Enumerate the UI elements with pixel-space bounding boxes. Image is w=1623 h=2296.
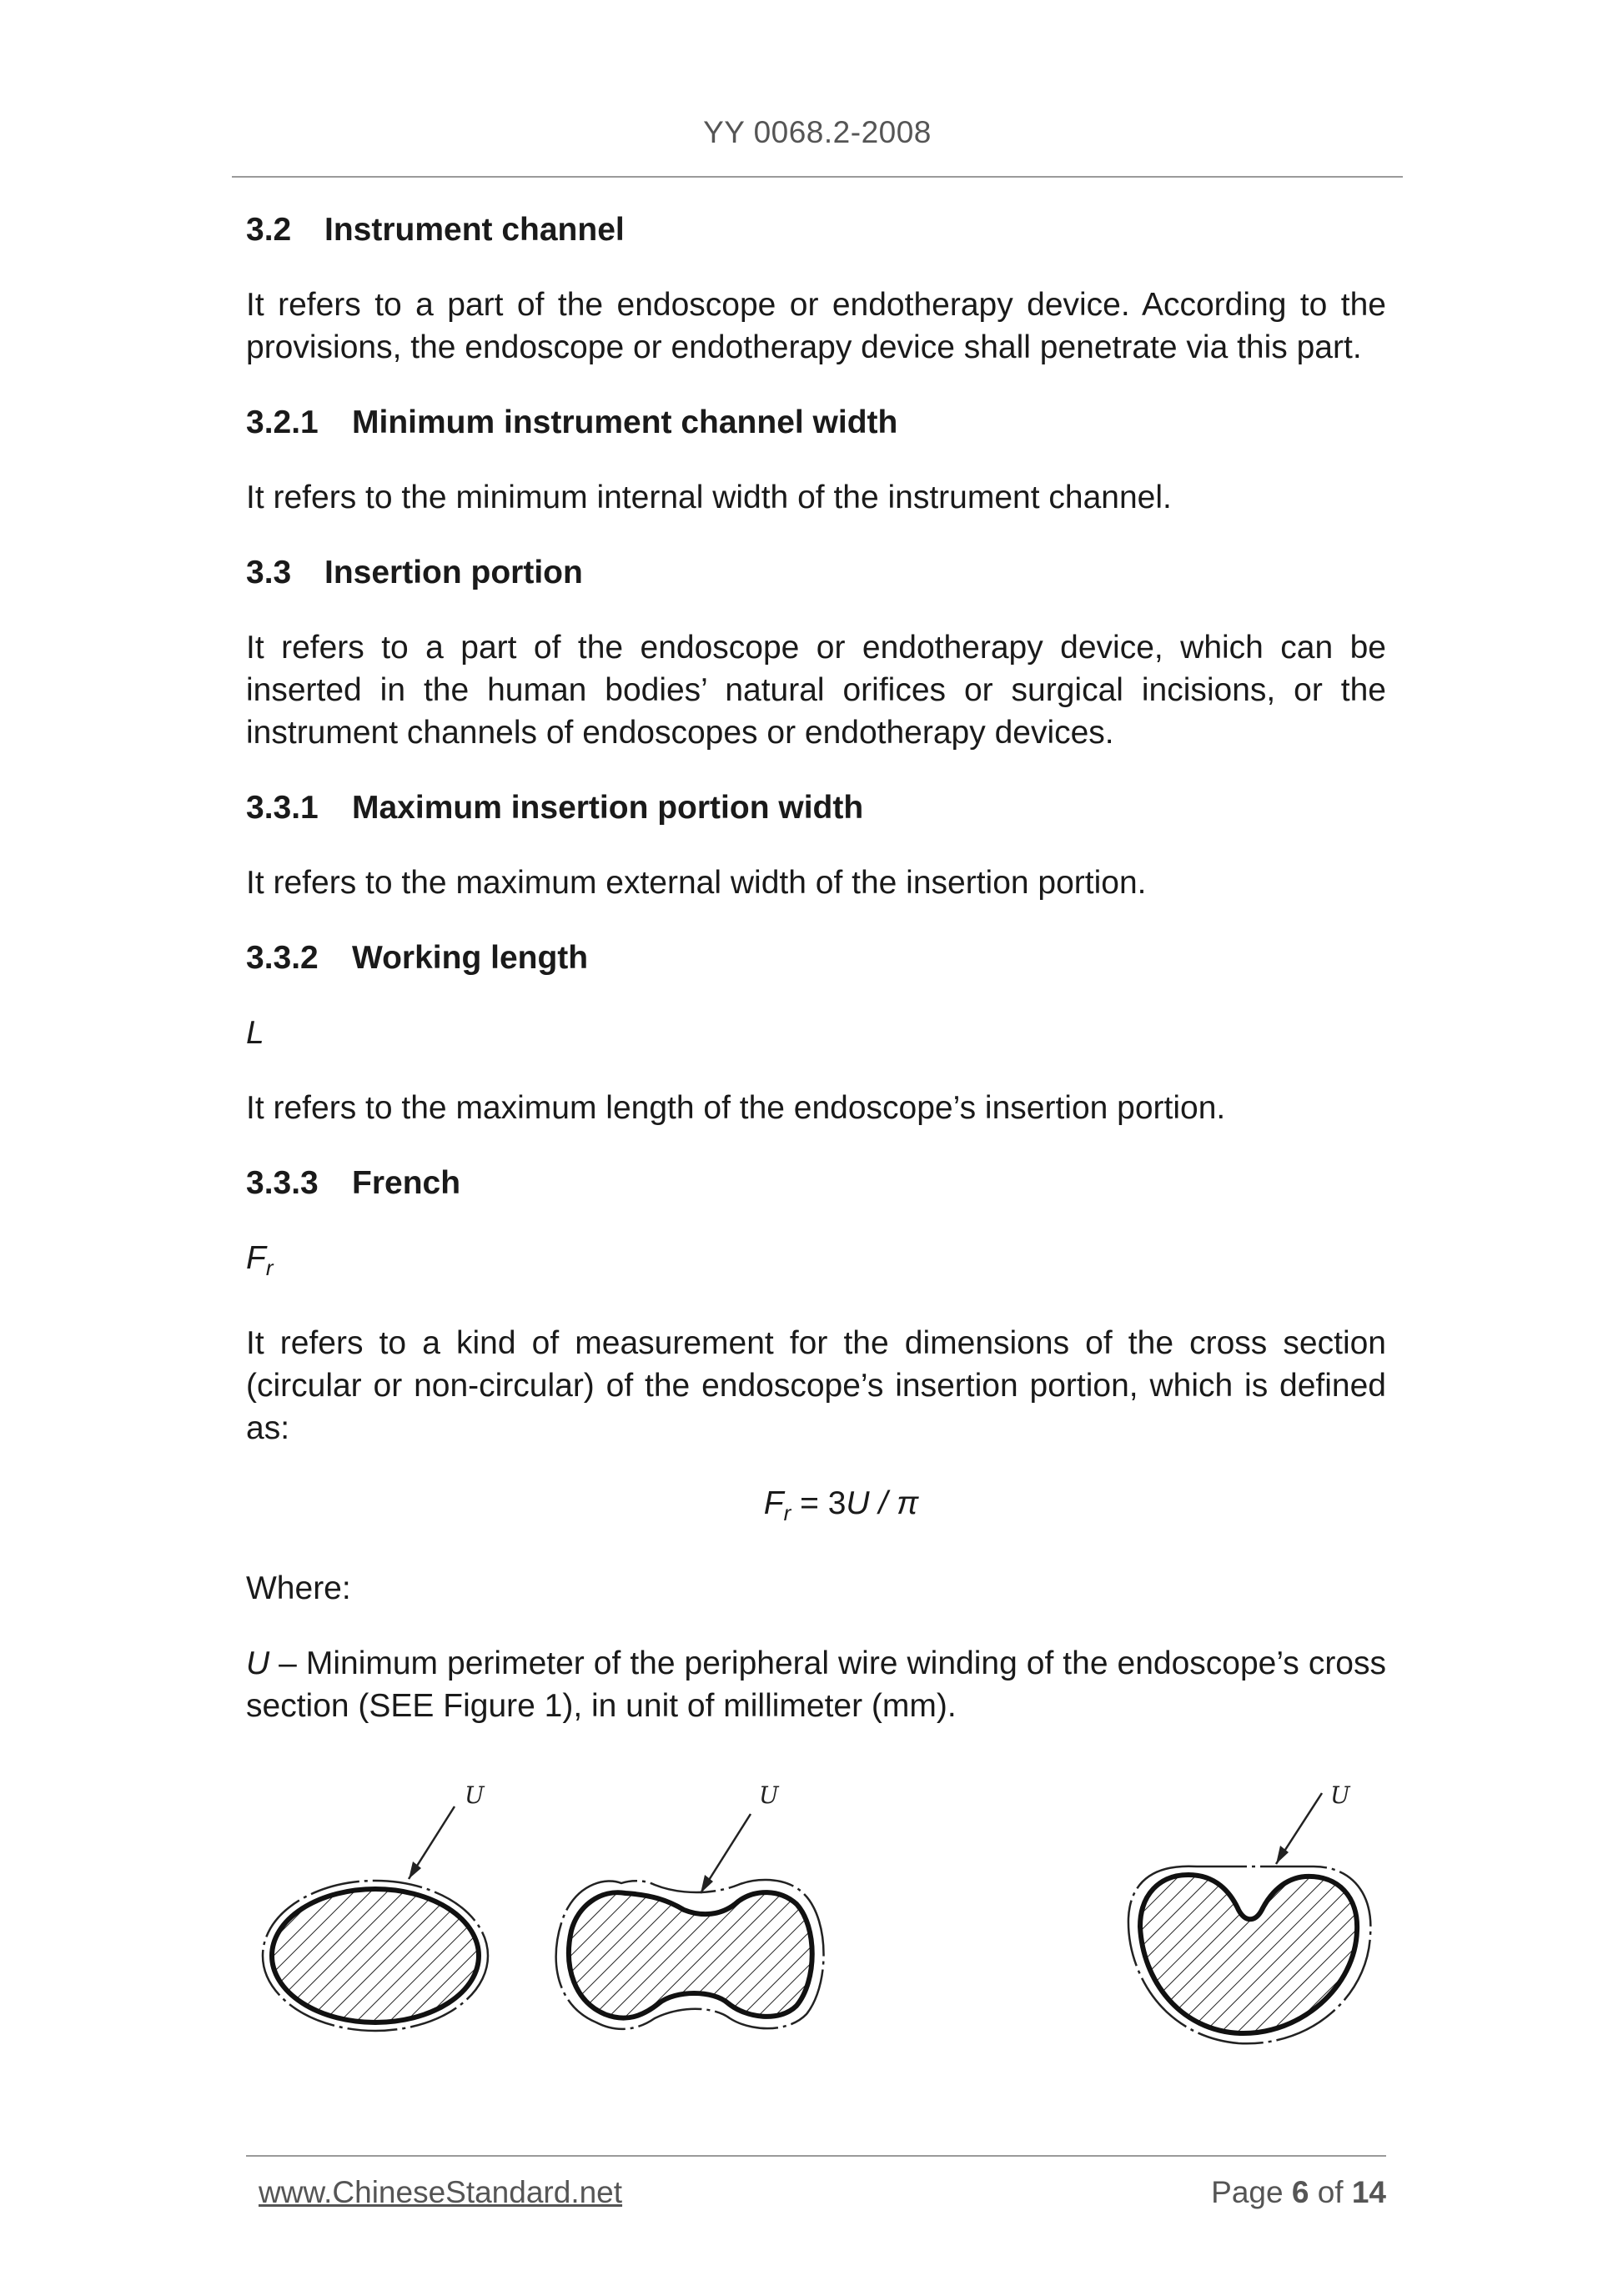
page-prefix: Page: [1211, 2175, 1292, 2209]
heading-number: 3.2: [246, 212, 292, 248]
footer-page-indicator: [1211, 2175, 1386, 2210]
figure-1-cross-sections: [246, 1768, 1386, 2068]
formula-div: /: [869, 1485, 897, 1521]
paragraph-3-2: It refers to a part of the endoscope or endotherapy device. According to the provisions, the endoscope or endotherapy device shall penetrate via this part.: [246, 287, 1386, 365]
heading-title: French: [352, 1165, 461, 1201]
heading-number: 3.3.2: [246, 940, 319, 976]
header-divider: [232, 176, 1403, 178]
heading-3-3-1: [246, 786, 1386, 829]
heading-title: Maximum insertion portion width: [352, 790, 864, 826]
where-definition: [246, 1642, 1386, 1727]
paragraph-3-3-3: It refers to a kind of measurement for the dimensions of the cross section (circular or non-circular) of the endoscope’s insertion portion, which is defined as:: [246, 1325, 1386, 1446]
heading-number: 3.3: [246, 555, 292, 590]
heading-number: 3.2.1: [246, 404, 319, 440]
where-variable: U: [246, 1645, 270, 1681]
page-of: of: [1309, 2175, 1352, 2209]
heading-number: 3.3.1: [246, 790, 319, 826]
heading-3-3: [246, 551, 1386, 594]
paragraph-3-3-1: It refers to the maximum external width of the insertion portion.: [246, 865, 1147, 901]
heading-title: Instrument channel: [324, 212, 625, 248]
heading-title: Insertion portion: [324, 555, 583, 590]
symbol-main: F: [246, 1240, 266, 1276]
symbol-Fr: [246, 1237, 1386, 1289]
heading-3-3-3: [246, 1162, 1386, 1204]
formula-pi: π: [897, 1485, 919, 1521]
symbol-L: L: [246, 1015, 264, 1051]
paragraph-3-2-1: It refers to the minimum internal width of the instrument channel.: [246, 480, 1172, 515]
where-label: Where:: [246, 1570, 351, 1606]
footer-divider: [246, 2155, 1386, 2157]
figure-label-u-3: U: [1330, 1781, 1350, 1809]
formula-equals: = 3: [791, 1485, 847, 1521]
cross-section-dumbbell: [556, 1814, 824, 2029]
heading-3-3-2: [246, 937, 1386, 979]
symbol-subscript: r: [265, 1255, 274, 1280]
heading-3-2-1: [246, 401, 1386, 444]
figure-label-u-2: U: [759, 1781, 779, 1809]
formula-lhs: F: [763, 1485, 784, 1521]
formula-french: [246, 1482, 1386, 1535]
cross-section-kidney: [1128, 1793, 1370, 2043]
paragraph-3-3: It refers to a part of the endoscope or endotherapy device, which can be inserted in the human bodies’ natural orifices or surgical incisions, or the instrument channels of endoscopes or endotherapy devices.: [246, 630, 1386, 751]
heading-title: Minimum instrument channel width: [352, 404, 898, 440]
page-number: 6: [1291, 2175, 1309, 2209]
formula-var: U: [846, 1485, 870, 1521]
heading-number: 3.3.3: [246, 1165, 319, 1201]
document-header-id: YY 0068.2-2008: [703, 115, 932, 149]
footer-website-link[interactable]: www.ChineseStandard.net: [259, 2175, 623, 2209]
document-body: [246, 208, 1386, 1760]
cross-section-oval: [263, 1806, 488, 2031]
heading-title: Working length: [352, 940, 589, 976]
figure-label-u-1: U: [465, 1781, 485, 1809]
where-text: – Minimum perimeter of the peripheral wire winding of the endoscope’s cross section (SEE Figure 1), in unit of millimeter (mm).: [246, 1645, 1386, 1724]
formula-lhs-subscript: r: [783, 1500, 791, 1525]
heading-3-2: [246, 208, 1386, 251]
page-total: 14: [1351, 2175, 1386, 2209]
paragraph-3-3-2: It refers to the maximum length of the endoscope’s insertion portion.: [246, 1090, 1226, 1126]
